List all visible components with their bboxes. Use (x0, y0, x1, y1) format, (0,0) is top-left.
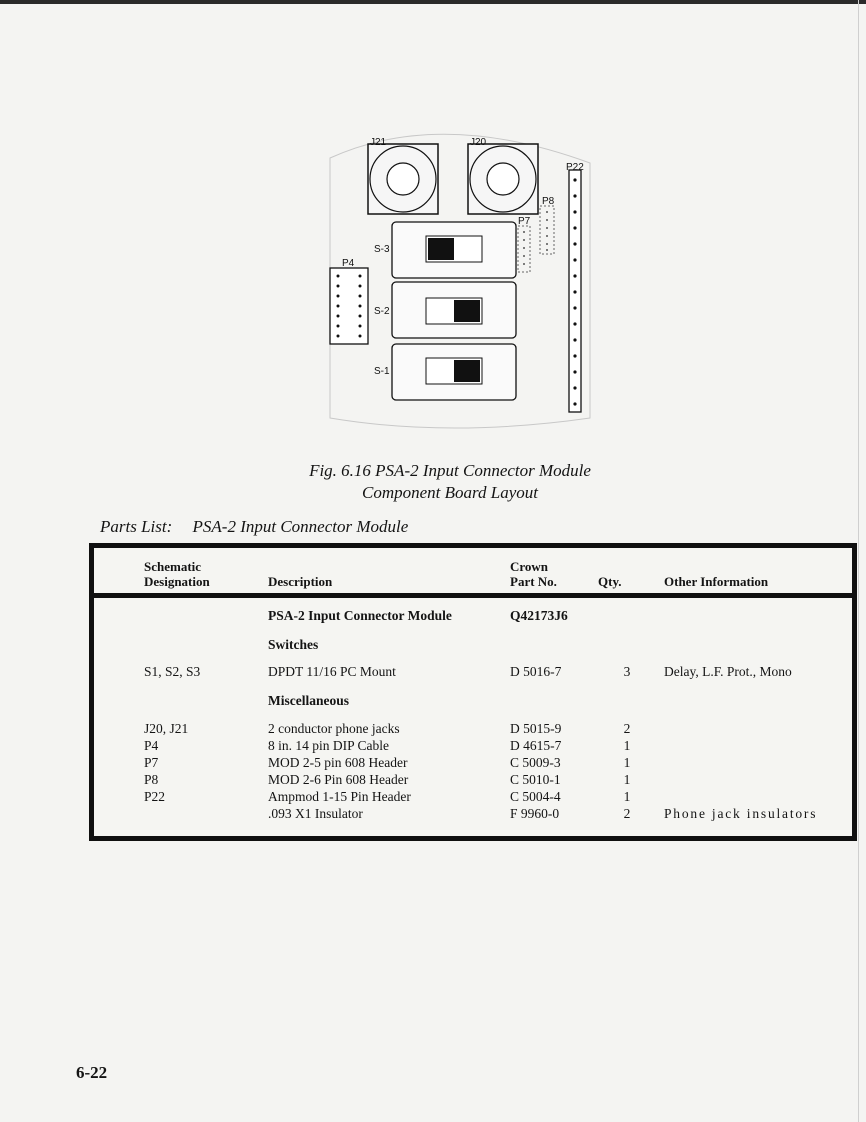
header-other-information: Other Information (664, 574, 769, 589)
label-p22: P22 (566, 162, 584, 173)
table-row (94, 806, 852, 822)
label-p8: P8 (542, 196, 555, 207)
figure-caption (230, 460, 670, 504)
header-p22 (569, 170, 581, 412)
jack-j20 (468, 144, 538, 214)
header-p7 (518, 226, 530, 272)
cell-designation: P4 (144, 738, 159, 753)
header-schematic-designation (144, 559, 210, 589)
label-j21: J21 (370, 137, 387, 148)
parts-table-header (94, 548, 852, 598)
header-schematic: Schematic (144, 559, 202, 574)
cell-designation: P22 (144, 789, 166, 804)
table-row (94, 664, 852, 680)
label-s2: S-2 (374, 306, 390, 317)
switch-s3 (392, 222, 516, 278)
cell-qty: 2 (623, 721, 631, 736)
parts-list-heading (100, 517, 408, 537)
cell-description: 8 in. 14 pin DIP Cable (268, 738, 389, 753)
table-row (94, 738, 852, 754)
table-row (94, 721, 852, 737)
cell-designation: J20, J21 (144, 721, 189, 736)
label-p7: P7 (518, 216, 531, 227)
parts-table (89, 543, 857, 841)
jack-j21 (368, 144, 438, 214)
cell-part-no: C 5009-3 (510, 755, 561, 770)
parts-list-label: Parts List: (100, 517, 173, 536)
label-p4: P4 (342, 258, 355, 269)
cell-other-information: Delay, L.F. Prot., Mono (664, 664, 792, 679)
header-description: Description (268, 574, 333, 589)
cell-designation: P8 (144, 772, 159, 787)
page-number: 6-22 (76, 1063, 108, 1082)
header-qty: Qty. (598, 574, 622, 589)
table-row (94, 693, 852, 709)
switch-s2 (392, 282, 516, 338)
component-board-layout (290, 118, 620, 448)
cell-qty: 3 (623, 664, 631, 679)
cell-part-no: Q42173J6 (510, 608, 568, 623)
cell-description: PSA-2 Input Connector Module (268, 608, 452, 623)
cell-part-no: F 9960-0 (510, 806, 560, 821)
table-row (94, 637, 852, 653)
page-right-edge (858, 0, 859, 1122)
cell-designation: P7 (144, 755, 159, 770)
cell-description: 2 conductor phone jacks (268, 721, 400, 736)
switch-s1 (392, 344, 516, 400)
parts-list-title: PSA-2 Input Connector Module (192, 517, 409, 536)
cell-designation: S1, S2, S3 (144, 664, 201, 679)
label-s1: S-1 (374, 366, 390, 377)
cell-part-no: D 5015-9 (510, 721, 562, 736)
cell-description: Miscellaneous (268, 693, 349, 708)
cell-qty: 1 (623, 772, 631, 787)
caption-line-1: Fig. 6.16 PSA-2 Input Connector Module (309, 461, 591, 480)
cell-part-no: C 5010-1 (510, 772, 561, 787)
cell-qty: 2 (623, 806, 631, 821)
table-row (94, 608, 852, 624)
cell-qty: 1 (623, 738, 631, 753)
cell-description: DPDT 11/16 PC Mount (268, 664, 396, 679)
cell-description: Switches (268, 637, 319, 652)
label-s3: S-3 (374, 244, 390, 255)
page-top-rule (0, 0, 866, 4)
header-part-no: Part No. (510, 574, 557, 589)
cell-description: Ampmod 1-15 Pin Header (268, 789, 411, 804)
caption-line-2: Component Board Layout (362, 483, 538, 502)
table-row (94, 789, 852, 805)
cell-part-no: D 5016-7 (510, 664, 562, 679)
table-row (94, 755, 852, 771)
header-crown-part-no (510, 559, 557, 589)
cell-part-no: C 5004-4 (510, 789, 561, 804)
header-p4 (330, 268, 368, 344)
header-designation: Designation (144, 574, 210, 589)
cell-part-no: D 4615-7 (510, 738, 562, 753)
cell-description: MOD 2-5 pin 608 Header (268, 755, 408, 770)
header-crown: Crown (510, 559, 549, 574)
cell-qty: 1 (623, 789, 631, 804)
cell-description: MOD 2-6 Pin 608 Header (268, 772, 409, 787)
table-row (94, 772, 852, 788)
header-p8 (540, 206, 554, 254)
cell-other-information: Phone jack insulators (664, 806, 818, 821)
cell-qty: 1 (623, 755, 631, 770)
label-j20: J20 (470, 137, 487, 148)
cell-description: .093 X1 Insulator (268, 806, 363, 821)
